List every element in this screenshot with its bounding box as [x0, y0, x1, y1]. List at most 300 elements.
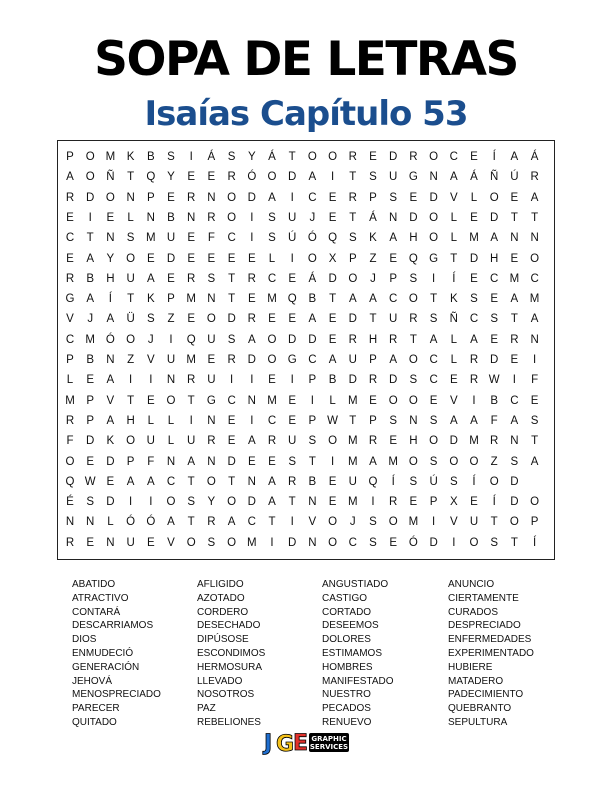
word-list-item: CORDERO	[197, 606, 249, 618]
grid-cell: T	[86, 232, 94, 245]
grid-cell: S	[429, 414, 438, 427]
grid-cell: A	[268, 475, 276, 488]
grid-cell: M	[186, 293, 196, 306]
grid-cell: G	[287, 354, 297, 366]
grid-cell: R	[247, 272, 256, 285]
grid-cell: G	[65, 293, 75, 306]
word-list-item: PADECIMIENTO	[448, 689, 524, 701]
grid-cell: W	[488, 374, 500, 387]
grid-cell: E	[187, 252, 196, 265]
grid-cell: O	[126, 252, 136, 265]
grid-cell: U	[288, 211, 297, 224]
grid-cell: R	[187, 272, 196, 285]
grid-cell: R	[187, 191, 196, 204]
grid-cell: O	[126, 333, 136, 346]
grid-cell: N	[308, 536, 317, 549]
grid-cell: A	[389, 232, 398, 245]
word-list-item: DESCARRIAMOS	[72, 620, 154, 632]
grid-cell: R	[65, 272, 75, 285]
word-column	[72, 578, 161, 730]
grid-cell: J	[147, 333, 154, 346]
grid-cell: Q	[408, 252, 418, 265]
grid-cell: Z	[369, 252, 377, 265]
grid-cell: Á	[369, 211, 377, 224]
grid-cell: A	[66, 171, 74, 184]
grid-cell: E	[389, 435, 398, 448]
word-list-item: QUEBRANTO	[448, 703, 512, 715]
grid-cell: U	[348, 354, 357, 366]
grid-cell: T	[127, 394, 135, 407]
grid-cell: D	[490, 211, 499, 224]
grid-cell: R	[267, 435, 277, 448]
grid-cell: S	[167, 151, 175, 163]
grid-row	[58, 208, 554, 229]
grid-cell: D	[328, 272, 337, 285]
grid-cell: I	[310, 394, 314, 407]
grid-cell: S	[409, 272, 418, 285]
grid-cell: S	[86, 496, 95, 509]
grid-cell: E	[106, 475, 115, 488]
word-list-item: CIERTAMENTE	[448, 592, 519, 604]
grid-cell: S	[409, 475, 418, 488]
grid-cell: A	[449, 171, 458, 184]
grid-cell: D	[86, 435, 95, 448]
logo-letter-g: G	[276, 732, 295, 755]
grid-cell: B	[328, 374, 337, 387]
page-subtitle: Isaías Capítulo 53	[144, 94, 468, 134]
grid-cell: T	[510, 211, 518, 224]
grid-cell: T	[349, 171, 357, 184]
grid-cell: C	[267, 414, 277, 427]
grid-cell: D	[166, 252, 176, 265]
grid-cell: R	[207, 211, 216, 224]
grid-row	[58, 269, 554, 290]
grid-cell: A	[530, 455, 539, 468]
grid-cell: N	[207, 414, 216, 427]
grid-cell: L	[268, 252, 276, 265]
grid-cell: D	[86, 191, 95, 204]
grid-cell: O	[489, 191, 499, 204]
grid-cell: O	[227, 496, 237, 509]
grid-cell: P	[126, 455, 135, 468]
grid-cell: R	[288, 475, 297, 488]
grid-cell: M	[529, 293, 540, 306]
grid-cell: J	[370, 272, 376, 285]
grid-cell: O	[408, 354, 418, 366]
grid-cell: E	[429, 394, 438, 407]
grid-cell: T	[228, 475, 236, 488]
grid-cell: E	[288, 414, 297, 427]
grid-cell: E	[207, 171, 216, 184]
word-list-item: PAZ	[197, 703, 216, 715]
grid-cell: A	[389, 354, 398, 366]
grid-cell: I	[532, 354, 537, 366]
grid-cell: U	[207, 333, 216, 346]
grid-cell: T	[369, 313, 377, 326]
grid-cell: O	[328, 516, 338, 529]
grid-cell: T	[430, 293, 438, 306]
grid-cell: U	[126, 272, 135, 285]
grid-cell: U	[207, 374, 216, 387]
grid-cell: C	[429, 374, 438, 387]
grid-cell: E	[328, 313, 337, 326]
grid-cell: D	[429, 536, 438, 549]
grid-cell: L	[450, 211, 457, 224]
grid-cell: I	[128, 496, 133, 509]
grid-cell: T	[490, 516, 498, 529]
grid-cell: T	[531, 211, 539, 224]
grid-cell: M	[65, 394, 75, 407]
grid-cell: G	[206, 394, 216, 407]
grid-row	[58, 249, 554, 270]
word-list-item: DESECHADO	[197, 620, 261, 632]
grid-cell: N	[247, 394, 256, 407]
grid-cell: B	[86, 272, 95, 285]
grid-cell: E	[207, 252, 216, 265]
grid-cell: R	[227, 171, 236, 184]
grid-cell: A	[510, 293, 519, 306]
grid-cell: Q	[287, 293, 297, 306]
grid-cell: V	[106, 394, 115, 407]
grid-row	[58, 309, 554, 330]
grid-cell: R	[187, 374, 196, 387]
grid-cell: I	[250, 211, 254, 224]
grid-cell: A	[247, 333, 256, 346]
grid-cell: O	[227, 191, 237, 204]
grid-cell: S	[470, 293, 478, 306]
grid-cell: N	[126, 191, 135, 204]
grid-cell: O	[227, 211, 237, 224]
grid-cell: E	[146, 394, 155, 407]
grid-cell: E	[530, 394, 539, 407]
grid-cell: M	[186, 354, 196, 366]
grid-cell: E	[510, 354, 519, 366]
grid-cell: O	[166, 496, 176, 509]
grid-cell: N	[510, 232, 519, 245]
grid-cell: B	[308, 475, 317, 488]
grid-cell: E	[86, 455, 95, 468]
grid-cell: M	[267, 293, 277, 306]
grid-cell: D	[308, 333, 317, 346]
word-list-item: QUITADO	[72, 716, 117, 728]
grid-cell: S	[490, 313, 499, 326]
grid-cell: O	[408, 293, 418, 306]
grid-cell: S	[389, 191, 398, 204]
word-list-item: HERMOSURA	[197, 661, 263, 673]
grid-cell: T	[127, 293, 135, 306]
grid-cell: Ú	[510, 171, 519, 184]
grid-cell: T	[531, 435, 539, 448]
grid-cell: R	[409, 313, 418, 326]
grid-cell: R	[389, 496, 398, 509]
word-list-item: DESPRECIADO	[448, 620, 521, 632]
grid-cell: Ñ	[449, 313, 458, 326]
grid-cell: O	[328, 151, 338, 163]
grid-cell: U	[166, 232, 176, 245]
grid-cell: D	[510, 496, 519, 509]
grid-cell: I	[452, 536, 456, 549]
grid-cell: D	[106, 455, 115, 468]
grid-cell: E	[187, 313, 196, 326]
grid-cell: A	[470, 333, 478, 346]
grid-cell: R	[368, 435, 378, 448]
grid-cell: T	[228, 272, 236, 285]
grid-cell: E	[146, 252, 155, 265]
grid-cell: P	[389, 272, 398, 285]
grid-cell: T	[510, 313, 518, 326]
grid-cell: I	[149, 496, 153, 509]
word-list-item: CORTADO	[322, 606, 372, 618]
grid-cell: I	[472, 394, 476, 407]
grid-cell: S	[510, 455, 519, 468]
grid-cell: V	[449, 191, 458, 204]
grid-cell: V	[449, 394, 458, 407]
grid-cell: Q	[65, 475, 75, 488]
grid-cell: C	[227, 232, 236, 245]
grid-cell: E	[389, 252, 398, 265]
grid-cell: I	[270, 536, 274, 549]
grid-cell: L	[107, 516, 114, 529]
grid-cell: E	[268, 455, 276, 468]
word-list-item: NUESTRO	[322, 689, 371, 701]
grid-cell: J	[309, 211, 316, 224]
word-list-item: AZOTADO	[197, 592, 245, 604]
grid-cell: O	[85, 151, 95, 163]
grid-cell: R	[247, 313, 256, 326]
grid-cell: A	[369, 293, 377, 306]
grid-cell: E	[247, 252, 256, 265]
grid-cell: I	[189, 414, 193, 427]
grid-cell: A	[348, 293, 357, 306]
grid-cell: N	[530, 333, 539, 346]
grid-cell: D	[469, 252, 479, 265]
grid-cell: Ó	[247, 171, 257, 184]
grid-cell: T	[308, 455, 316, 468]
grid-cell: B	[308, 293, 317, 306]
grid-cell: L	[167, 435, 175, 448]
grid-cell: A	[470, 414, 478, 427]
grid-cell: Z	[167, 313, 175, 326]
grid-cell: L	[450, 232, 457, 245]
grid-cell: H	[106, 272, 115, 285]
grid-cell: E	[86, 536, 95, 549]
grid-cell: E	[227, 414, 236, 427]
grid-cell: Q	[186, 333, 196, 346]
grid-cell: P	[369, 414, 377, 427]
grid-cell: E	[470, 496, 478, 509]
word-list-item: CONTARÁ	[72, 606, 121, 618]
grid-cell: S	[490, 536, 499, 549]
grid-cell: B	[167, 211, 175, 224]
grid-cell: A	[429, 333, 438, 346]
grid-cell: Q	[328, 232, 338, 245]
grid-cell: N	[106, 232, 115, 245]
word-list-item: DIOS	[72, 634, 97, 646]
grid-cell: E	[187, 171, 196, 184]
grid-cell: S	[530, 414, 539, 427]
grid-cell: W	[327, 414, 339, 427]
grid-cell: M	[348, 455, 358, 468]
word-list-item: MANIFESTADO	[322, 675, 394, 687]
grid-cell: R	[65, 536, 75, 549]
grid-cell: D	[409, 211, 418, 224]
grid-cell: Y	[247, 151, 256, 163]
grid-cell: A	[369, 455, 377, 468]
grid-cell: I	[431, 272, 436, 285]
grid-cell: D	[490, 354, 499, 366]
grid-cell: Í	[472, 475, 476, 488]
grid-cell: D	[247, 496, 256, 509]
grid-cell: H	[490, 252, 499, 265]
grid-cell: M	[408, 516, 419, 529]
grid-cell: C	[348, 536, 357, 549]
grid-cell: D	[348, 374, 357, 387]
grid-cell: A	[530, 191, 539, 204]
grid-cell: N	[409, 414, 418, 427]
word-list-item: ANUNCIO	[448, 579, 495, 590]
word-list-item: ABATIDO	[72, 579, 116, 590]
grid-cell: I	[229, 374, 234, 387]
grid-cell: A	[146, 272, 155, 285]
word-list-item: GENERACIÓN	[72, 661, 140, 673]
grid-cell: A	[106, 374, 115, 387]
grid-cell: I	[330, 171, 335, 184]
grid-cell: D	[227, 313, 236, 326]
grid-cell: L	[167, 414, 175, 427]
grid-cell: Ñ	[490, 171, 499, 184]
grid-cell: A	[167, 516, 175, 529]
grid-cell: R	[469, 354, 479, 366]
grid-cell: Ó	[105, 333, 115, 346]
grid-cell: O	[388, 516, 398, 529]
grid-cell: H	[409, 232, 418, 245]
grid-cell: O	[449, 455, 459, 468]
word-list-item: ENFERMEDADES	[448, 634, 532, 646]
grid-cell: C	[469, 313, 479, 326]
grid-cell: D	[389, 151, 398, 163]
word-list-item: JEHOVÁ	[72, 675, 113, 687]
word-list-item: MATADERO	[448, 675, 504, 687]
grid-cell: A	[146, 475, 155, 488]
grid-row	[58, 512, 554, 533]
word-list-item: CURADOS	[448, 606, 499, 618]
grid-cell: E	[490, 293, 499, 306]
grid-cell: S	[429, 455, 438, 468]
word-list-item: EXPERIMENTADO	[448, 647, 534, 659]
grid-cell: J	[349, 516, 356, 529]
grid-cell: D	[389, 374, 398, 387]
grid-cell: R	[389, 333, 398, 346]
grid-cell: P	[146, 191, 155, 204]
grid-cell: O	[388, 394, 398, 407]
grid-cell: M	[469, 232, 479, 245]
grid-cell: I	[290, 252, 294, 265]
word-list-item: NOSOTROS	[197, 689, 255, 701]
grid-cell: Y	[207, 496, 216, 509]
grid-cell: N	[308, 496, 317, 509]
grid-cell: Ñ	[106, 171, 115, 184]
grid-cell: S	[369, 536, 377, 549]
grid-cell: M	[348, 496, 358, 509]
grid-cell: D	[348, 313, 357, 326]
grid-cell: A	[187, 455, 196, 468]
grid-cell: K	[126, 151, 135, 163]
grid-cell: S	[369, 171, 377, 184]
grid-cell: E	[167, 191, 175, 204]
grid-cell: Á	[530, 151, 539, 163]
grid-cell: O	[348, 272, 358, 285]
word-list-item: HUBIERE	[448, 661, 493, 673]
grid-cell: S	[207, 272, 216, 285]
grid-cell: Z	[127, 354, 135, 366]
grid-cell: I	[512, 374, 516, 387]
grid-cell: E	[247, 455, 256, 468]
grid-cell: G	[429, 252, 439, 265]
grid-cell: C	[65, 333, 75, 346]
grid-cell: O	[469, 536, 479, 549]
grid-cell: O	[328, 536, 338, 549]
grid-cell: I	[290, 191, 294, 204]
grid-cell: N	[247, 475, 256, 488]
grid-cell: Á	[268, 151, 276, 163]
grid-cell: Z	[490, 455, 498, 468]
grid-cell: E	[470, 272, 478, 285]
grid-cell: E	[328, 333, 337, 346]
grid-cell: S	[227, 151, 236, 163]
grid-cell: R	[207, 516, 216, 529]
grid-cell: T	[187, 394, 195, 407]
grid-cell: I	[169, 333, 173, 346]
word-list-item: DOLORES	[322, 634, 371, 646]
grid-cell: R	[348, 151, 357, 163]
grid-cell: N	[207, 293, 216, 306]
grid-cell: O	[206, 313, 216, 326]
grid-cell: A	[530, 313, 539, 326]
grid-cell: Í	[108, 293, 112, 306]
word-list-item: ESTIMAMOS	[322, 647, 383, 659]
grid-cell: N	[166, 455, 176, 468]
grid-cell: I	[88, 211, 92, 224]
grid-cell: M	[469, 435, 479, 448]
grid-cell: P	[308, 374, 317, 387]
graphic-services-logo	[262, 729, 350, 755]
grid-cell: R	[348, 333, 357, 346]
grid-cell: U	[288, 435, 297, 448]
grid-cell: R	[368, 374, 378, 387]
grid-cell: C	[65, 232, 75, 245]
grid-cell: O	[186, 536, 196, 549]
grid-cell: L	[147, 414, 154, 427]
grid-cell: Ü	[126, 313, 135, 326]
grid-cell: A	[308, 171, 317, 184]
grid-cell: M	[267, 394, 277, 407]
grid-row	[58, 370, 554, 391]
grid-cell: C	[389, 293, 398, 306]
grid-cell: D	[429, 191, 438, 204]
grid-cell: E	[268, 313, 276, 326]
grid-cell: N	[510, 435, 519, 448]
grid-cell: A	[268, 496, 276, 509]
grid-cell: A	[106, 313, 115, 326]
grid-cell: B	[490, 394, 499, 407]
grid-cell: O	[429, 151, 439, 163]
word-list-item: PECADOS	[322, 703, 371, 715]
grid-cell: D	[247, 354, 256, 366]
grid-cell: Á	[207, 151, 216, 163]
grid-cell: O	[509, 516, 519, 529]
grid-cell: I	[128, 374, 133, 387]
grid-cell: P	[66, 354, 74, 366]
